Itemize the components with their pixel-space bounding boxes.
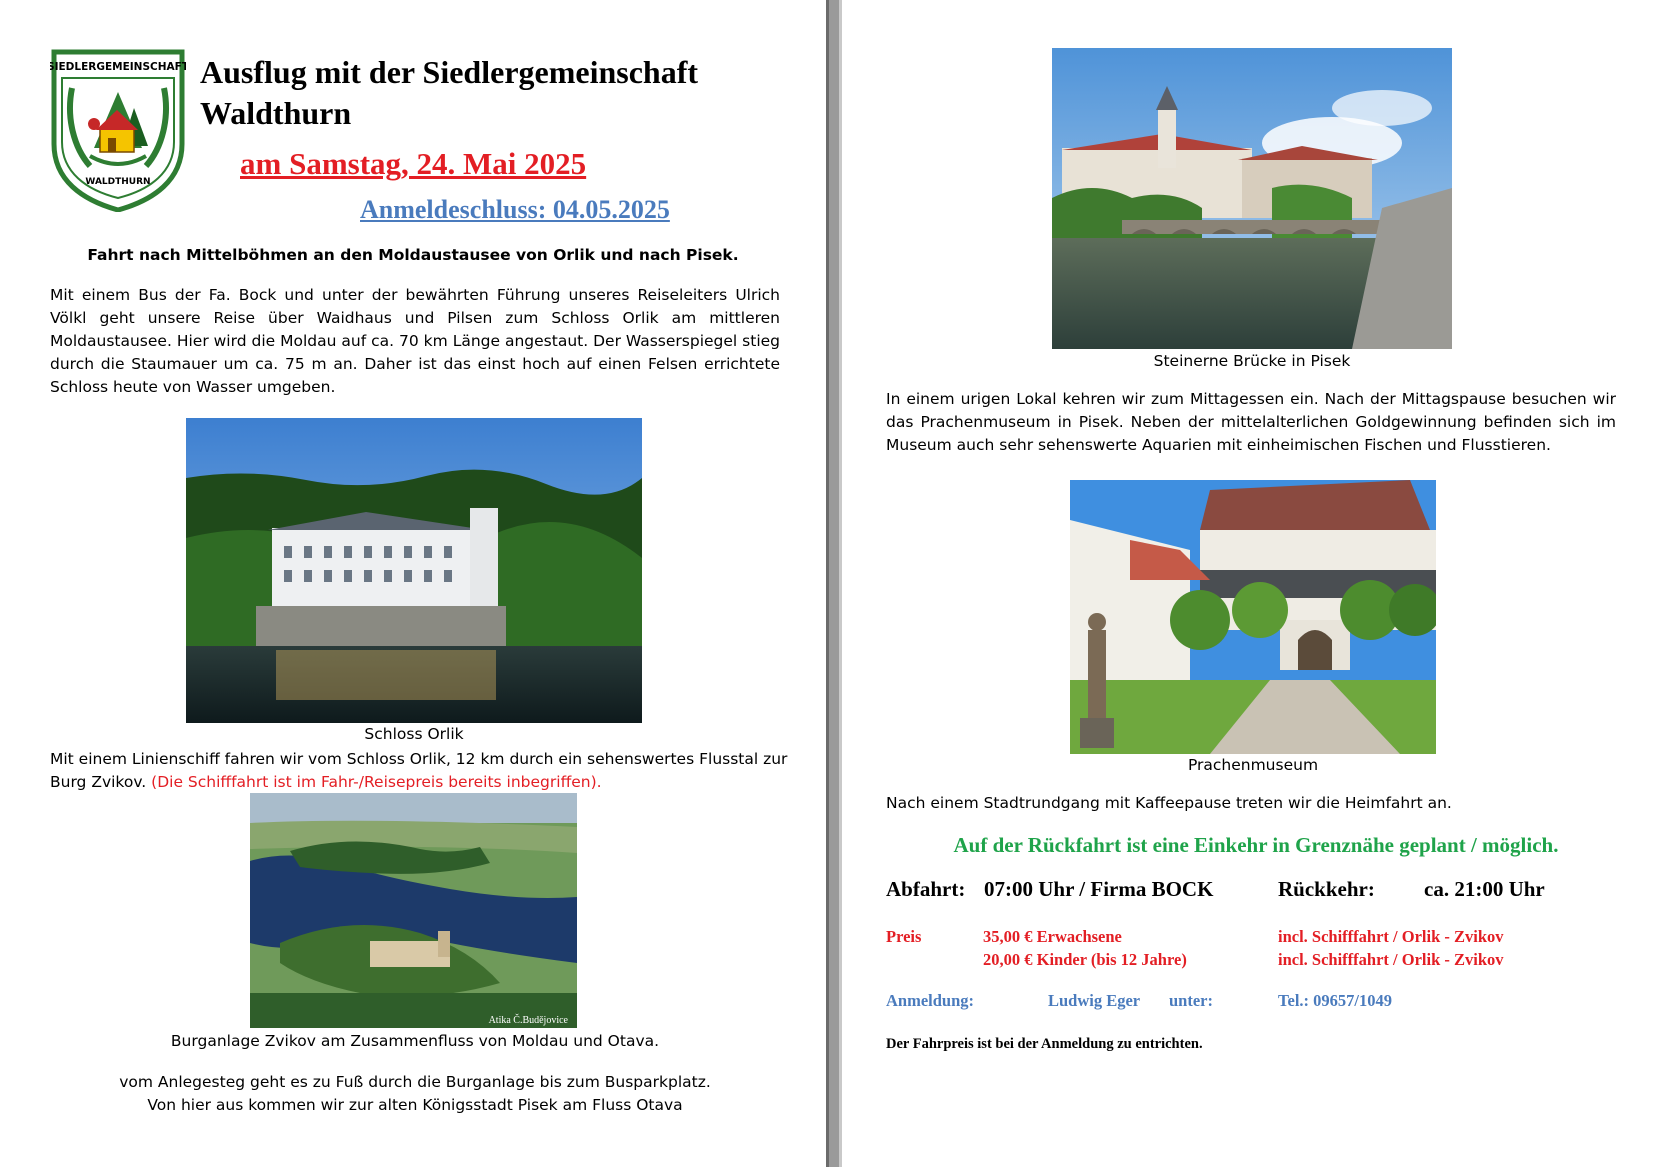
caption-burg-zvikov: Burganlage Zvikov am Zusammenfluss von Moldau und Otava. (170, 1032, 660, 1050)
right-page (842, 0, 1662, 1167)
price-child: 20,00 € Kinder (bis 12 Jahre) (983, 950, 1187, 969)
photo-prachenmuseum (1070, 480, 1436, 754)
club-logo (50, 48, 186, 212)
registration-name: Ludwig Eger (1048, 991, 1141, 1010)
photo-steinerne-bruecke (1052, 48, 1452, 349)
title-line-1: Ausflug mit der Siedlergemeinschaft (200, 54, 699, 90)
tour-paragraph: Nach einem Stadtrundgang mit Kaffeepause treten wir die Heimfahrt an. (886, 794, 1452, 812)
registration-under: unter: (1169, 991, 1213, 1010)
price-includes (1278, 925, 1504, 971)
title-line-2: Waldthurn (200, 95, 352, 131)
caption-prachenmuseum: Prachenmuseum (1187, 756, 1319, 774)
left-page (0, 0, 826, 1167)
ship-paragraph (50, 748, 790, 794)
return-stop-note: Auf der Rückfahrt ist eine Einkehr in Grenznähe geplant / möglich. (953, 833, 1559, 857)
price-incl-child: incl. Schifffahrt / Orlik - Zvikov (1278, 950, 1504, 969)
price-adult: 35,00 € Erwachsene (983, 927, 1122, 946)
walk-paragraph (50, 1071, 780, 1117)
price-list (983, 925, 1187, 971)
ship-price-note: (Die Schifffahrt ist im Fahr-/Reisepreis bereits inbegriffen). (151, 773, 602, 791)
ship-text: Mit einem Linienschiff fahren wir vom Schloss Orlik, 12 km durch ein sehenswertes Flusstal zur Burg Zvikov. (50, 750, 788, 791)
return-label: Rückkehr: (1278, 877, 1375, 901)
trip-subtitle: Fahrt nach Mittelböhmen an den Moldaustausee von Orlik und nach Pisek. (87, 246, 739, 264)
registration-label: Anmeldung: (886, 991, 975, 1010)
registration-deadline: Anmeldeschluss: 04.05.2025 (360, 195, 670, 224)
photo-credit: Atika Č.Budějovice (488, 1015, 568, 1026)
caption-schloss-orlik: Schloss Orlik (364, 725, 464, 743)
price-label: Preis (886, 927, 922, 946)
logo-top-text: SIEDLERGEMEINSCHAFT (50, 61, 186, 73)
payment-note: Der Fahrpreis ist bei der Anmeldung zu entrichten. (886, 1036, 1203, 1052)
logo-bottom-text: WALDTHURN (85, 177, 151, 187)
photo-burg-zvikov (250, 793, 577, 1028)
trip-date: am Samstag, 24. Mai 2025 (240, 146, 587, 181)
caption-steinerne-bruecke: Steinerne Brücke in Pisek (1153, 352, 1351, 370)
page-title (200, 52, 800, 134)
page-divider (826, 0, 842, 1167)
lunch-paragraph: In einem urigen Lokal kehren wir zum Mittagessen ein. Nach der Mittagspause besuchen wir das Prachenmuseum in Pisek. Neben der mittelalterlichen Goldgewinnung befinden sich im Museum auch sehr sehenswerte Aquarien mit einheimischen Fischen und Flusstieren. (886, 390, 1616, 454)
photo-schloss-orlik (186, 418, 642, 723)
walk-line-2: Von hier aus kommen wir zur alten Königsstadt Pisek am Fluss Otava (147, 1096, 683, 1114)
price-incl-adult: incl. Schifffahrt / Orlik - Zvikov (1278, 927, 1504, 946)
departure-label: Abfahrt: (886, 877, 966, 901)
intro-paragraph: Mit einem Bus der Fa. Bock und unter der bewährten Führung unseres Reiseleiters Ulrich Völkl geht unsere Reise über Waidhaus und Pilsen zum Schloss Orlik am mittleren Moldaustausee. Hier wird die Moldau auf ca. 70 km Länge angestaut. Der Wasserspiegel stieg durch die Staumauer um ca. 75 m an. Daher ist das einst hoch auf einen Felsen errichtete Schloss heute von Wasser umgeben. (50, 286, 780, 396)
return-value: ca. 21:00 Uhr (1424, 877, 1545, 901)
registration-phone: Tel.: 09657/1049 (1278, 991, 1392, 1010)
walk-line-1: vom Anlegesteg geht es zu Fuß durch die Burganlage bis zum Busparkplatz. (119, 1073, 711, 1091)
departure-value: 07:00 Uhr / Firma BOCK (984, 877, 1214, 901)
